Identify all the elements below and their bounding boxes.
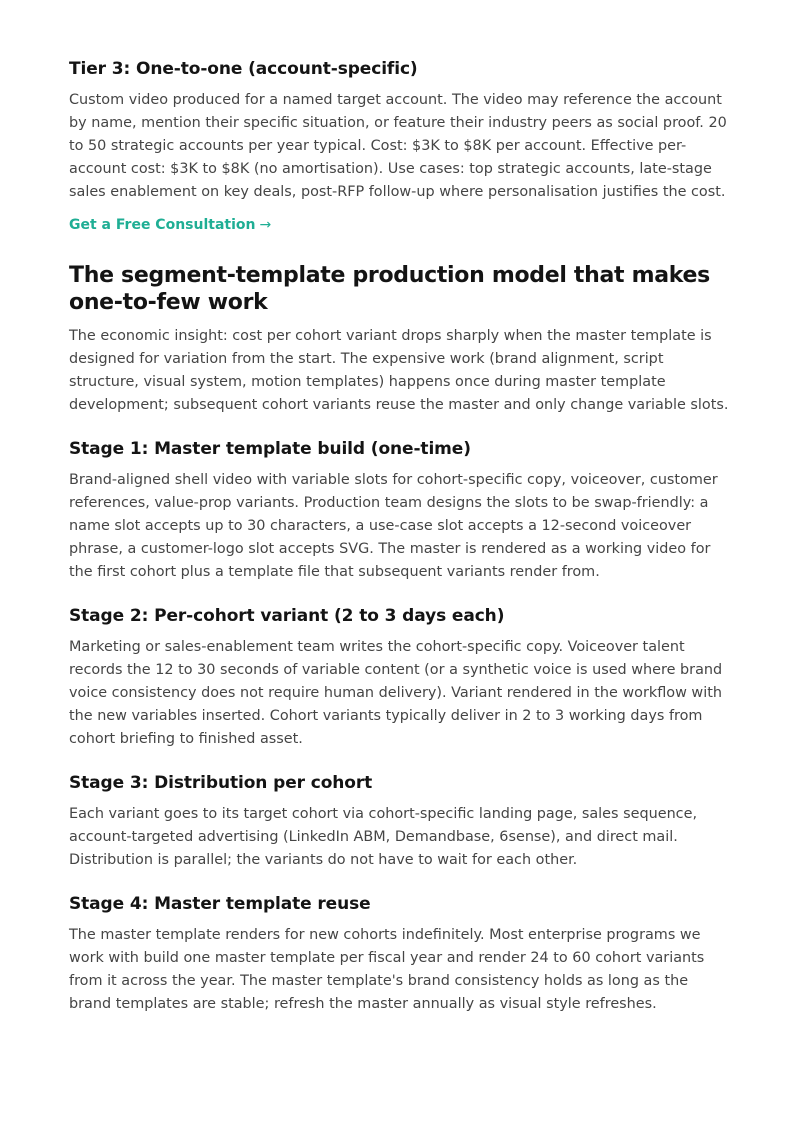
tier3-body: Custom video produced for a named target account. The video may reference the account by name, mention their specific situation, or feature their industry peers as social proof. 20 to 50 strategic accounts per year typical. Cost: $3K to $8K per account. Effective per-account cost: $3K to $8K (no amortisation). Use cases: top strategic accounts, late-stage sales enablement on key deals, post-RFP follow-up where personalisation justifies the cost. — [69, 92, 727, 200]
stage-4-body: The master template renders for new cohorts indefinitely. Most enterprise programs we work with build one master template per fiscal year and render 24 to 60 cohort variants from it across the year. The master template's brand consistency holds as long as the brand templates are stable; refresh the master annually as visual style refreshes. — [69, 927, 705, 1012]
stage-3-heading: Stage 3: Distribution per cohort — [69, 773, 373, 793]
arrow-right-icon: → — [259, 217, 272, 233]
section-heading: The segment-template production model that makes one-to-few work — [69, 263, 710, 315]
stage-1-body: Brand-aligned shell video with variable slots for cohort-specific copy, voiceover, customer references, value-prop variants. Production team designs the slots to be swap-friendly: a name slot accepts up to 30 characters, a use-case slot accepts a 12-second voiceover phrase, a customer-logo slot accepts SVG. The master is rendered as a working video for the first cohort plus a template file that subsequent variants render from. — [69, 472, 718, 580]
free-consultation-link[interactable] — [69, 214, 271, 236]
cta-row — [69, 214, 734, 236]
article-content — [69, 56, 734, 1016]
tier3-heading: Tier 3: One-to-one (account-specific) — [69, 59, 418, 79]
stage-2-heading: Stage 2: Per-cohort variant (2 to 3 days each) — [69, 606, 505, 626]
stage-1-heading: Stage 1: Master template build (one-time) — [69, 439, 471, 459]
stage-2-body: Marketing or sales-enablement team writes the cohort-specific copy. Voiceover talent records the 12 to 30 seconds of variable content (or a synthetic voice is used where brand voice consistency does not require human delivery). Variant rendered in the workflow with the new variables inserted. Cohort variants typically deliver in 2 to 3 working days from cohort briefing to finished asset. — [69, 639, 723, 747]
stage-4-heading: Stage 4: Master template reuse — [69, 894, 371, 914]
section-intro: The economic insight: cost per cohort variant drops sharply when the master template is designed for variation from the start. The expensive work (brand alignment, script structure, visual system, motion templates) happens once during master template development; subsequent cohort variants reuse the master and only change variable slots. — [69, 328, 729, 413]
cta-label: Get a Free Consultation — [69, 217, 256, 233]
stage-3-body: Each variant goes to its target cohort via cohort-specific landing page, sales sequence, account-targeted advertising (LinkedIn ABM, Demandbase, 6sense), and direct mail. Distribution is parallel; the variants do not have to wait for each other. — [69, 806, 698, 868]
